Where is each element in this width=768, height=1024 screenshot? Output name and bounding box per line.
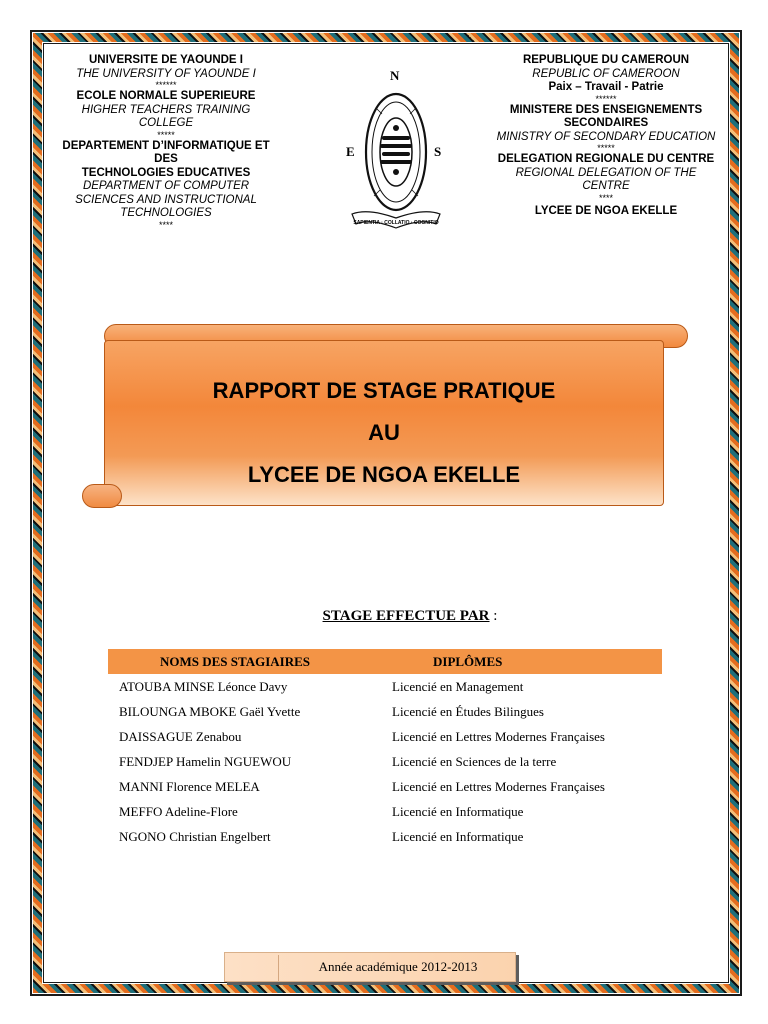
trainee-diploma: Licencié en Informatique	[392, 828, 524, 844]
lycee-name: LYCEE DE NGOA EKELLE	[534, 204, 678, 217]
trainee-diploma: Licencié en Management	[392, 678, 524, 694]
report-title	[104, 370, 664, 496]
seal-ribbon-text: SAPIENTIA · COLLATIO · COGNITIO	[353, 220, 439, 226]
trainee-diploma: Licencié en Sciences de la terre	[392, 753, 557, 769]
report-title-line1: RAPPORT DE STAGE PRATIQUE	[212, 378, 556, 403]
table-row	[108, 749, 662, 774]
delegation-en: REGIONAL DELEGATION OF THE CENTRE	[515, 166, 697, 192]
department-fr-line1: DEPARTEMENT D’INFORMATIQUE ET DES	[62, 139, 270, 165]
title-scroll-banner	[82, 322, 688, 510]
ministry-en: MINISTRY OF SECONDARY EDUCATION	[496, 130, 716, 143]
delegation-fr: DELEGATION REGIONALE DU CENTRE	[497, 153, 715, 165]
trainee-diploma: Licencié en Informatique	[392, 803, 524, 819]
table-header	[108, 649, 662, 674]
header-diplomas: DIPLÔMES	[433, 653, 503, 669]
trainee-diploma: Licencié en Études Bilingues	[392, 703, 544, 719]
table-row	[108, 799, 662, 824]
trainee-name: DAISSAGUE Zenabou	[119, 728, 242, 744]
academic-year-text: Année académique 2012-2013	[318, 959, 478, 974]
report-title-line2: AU	[368, 420, 400, 445]
trainee-name: MEFFO Adeline-Flore	[119, 803, 238, 819]
department-en: DEPARTMENT OF COMPUTER SCIENCES AND INSTRUCTIONAL TECHNOLOGIES	[75, 180, 257, 219]
table-row	[108, 774, 662, 799]
university-en: THE UNIVERSITY OF YAOUNDE I	[76, 67, 256, 80]
trainee-name: BILOUNGA MBOKE Gaël Yvette	[119, 703, 301, 719]
department-fr-line2: TECHNOLOGIES EDUCATIVES	[81, 166, 251, 179]
republic-fr: REPUBLIQUE DU CAMEROUN	[522, 54, 690, 66]
table-row	[108, 724, 662, 749]
academic-year-box	[224, 952, 516, 982]
school-fr: ECOLE NORMALE SUPERIEURE	[76, 90, 256, 102]
separator-stars: *****	[157, 129, 175, 140]
seal-emblem-icon	[338, 68, 450, 240]
table-row	[108, 699, 662, 724]
logo-letter-e: E	[346, 144, 355, 159]
trainees-table	[108, 649, 662, 849]
report-title-line3: LYCEE DE NGOA EKELLE	[247, 462, 521, 487]
university-fr: UNIVERSITE DE YAOUNDE I	[88, 54, 243, 66]
trainee-diploma: Licencié en Lettres Modernes Françaises	[392, 778, 605, 794]
separator-stars: ******	[155, 80, 177, 90]
separator-stars: *****	[597, 143, 615, 153]
trainee-name: NGONO Christian Engelbert	[119, 828, 271, 844]
stage-heading	[0, 608, 768, 625]
trainee-diploma: Licencié en Lettres Modernes Françaises	[392, 728, 605, 744]
logo-letter-s: S	[434, 144, 442, 159]
table-row	[108, 824, 662, 849]
university-seal-logo	[338, 68, 450, 240]
school-en: HIGHER TEACHERS TRAINING COLLEGE	[81, 103, 251, 129]
trainee-name: MANNI Florence MELEA	[119, 778, 260, 794]
trainee-name: ATOUBA MINSE Léonce Davy	[119, 678, 288, 694]
header-right	[492, 54, 720, 218]
republic-en: REPUBLIC OF CAMEROON	[532, 67, 680, 80]
header-names: NOMS DES STAGIAIRES	[160, 653, 311, 669]
national-motto: Paix – Travail - Patrie	[548, 81, 664, 93]
logo-letter-n: N	[390, 68, 400, 83]
header-left	[55, 54, 277, 230]
stage-heading-text: STAGE EFFECTUE PAR	[322, 608, 490, 624]
separator-stars: ****	[598, 192, 613, 203]
stage-heading-colon: :	[489, 608, 498, 624]
trainee-name: FENDJEP Hamelin NGUEWOU	[119, 753, 292, 769]
table-row	[108, 674, 662, 699]
separator-stars: ****	[158, 219, 173, 230]
separator-stars: ******	[595, 93, 617, 104]
ministry-fr: MINISTERE DES ENSEIGNEMENTS SECONDAIRES	[509, 103, 703, 129]
